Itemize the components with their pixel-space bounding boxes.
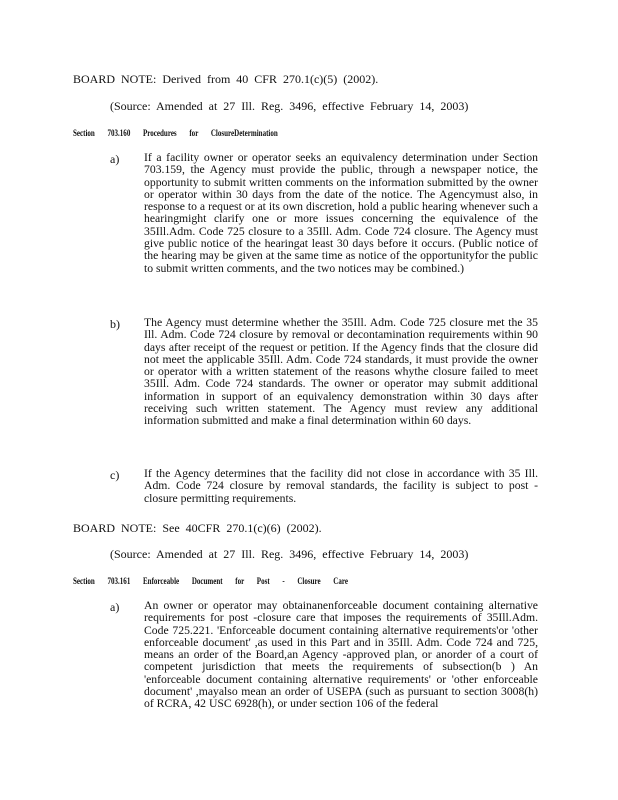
item-marker-a-2: a): [110, 600, 120, 614]
item-marker-b: b): [110, 317, 120, 331]
source-note-2: (Source: Amended at 27 Ill. Reg. 3496, effective February 14, 2003): [110, 547, 469, 561]
paragraph-703-160-b: The Agency must determine whether the 35Ill. Adm. Code 725 closure met the 35 Ill. Adm. Code 724 closure by removal or decontamination requirements within 90 days after receipt of the request or petition. If the Agency finds that the closure did not meet the applicable 35Ill. Adm. Code 724 standards, it must provide the owner or operator with a written statement of the reasons whythe closure failed to meet 35Ill. Adm. Code 724 standards. The owner or operator may submit additional information in support of an equivalency demonstration within 30 days after receiving such written statement. The Agency must review any additional information submitted and make a final determination within 60 days.: [144, 316, 538, 428]
item-marker-a: a): [110, 152, 120, 166]
source-note-1: (Source: Amended at 27 Ill. Reg. 3496, effective February 14, 2003): [110, 99, 469, 113]
item-marker-c: c): [110, 468, 120, 482]
board-note-1: BOARD NOTE: Derived from 40 CFR 270.1(c)(5) (2002).: [73, 72, 379, 86]
board-note-2: BOARD NOTE: See 40CFR 270.1(c)(6) (2002).: [73, 521, 322, 535]
section-heading-703-161: Section 703.161 Enforceable Document for Post - Closure Care: [73, 576, 348, 586]
paragraph-703-161-a: An owner or operator may obtainanenforceable document containing alternative requirements for post -closure care that imposes the requirements of 35Ill.Adm. Code 725.221. 'Enforceable document containing alternative requirements'or 'other enforceable document' ,as used in this Part and in 35Ill. Adm. Code 724 and 725, means an order of the Board,an Agency -approved plan, or anorder of a court of competent jurisdiction that meets the requirements of subsection(b ) An 'enforceable document containing alternative requirements' or 'other enforceable document' ,mayalso mean an order of USEPA (such as pursuant to section 3008(h) of RCRA, 42 USC 6928(h), or under section 106 of the federal: [144, 599, 538, 711]
paragraph-703-160-c: If the Agency determines that the facility did not close in accordance with 35 Ill. Adm. Code 724 closure by removal standards, the facility is subject to post - closure permitting requirements.: [144, 467, 538, 505]
section-heading-703-160: Section 703.160 Procedures for ClosureDetermination: [73, 128, 278, 138]
paragraph-703-160-a: If a facility owner or operator seeks an equivalency determination under Section 703.159, the Agency must provide the public, through a newspaper notice, the opportunity to submit written comments on the information submitted by the owner or operator within 30 days from the date of the notice. The Agencymust also, in response to a request or at its own discretion, hold a public hearing whenever such a hearingmight clarify one or more issues concerning the equivalence of the 35Ill.Adm. Code 725 closure to a 35Ill. Adm. Code 724 closure. The Agency must give public notice of the hearingat least 30 days before it occurs. (Public notice of the hearing may be given at the same time as notice of the opportunityfor the public to submit written comments, and the two notices may be combined.): [144, 151, 538, 275]
